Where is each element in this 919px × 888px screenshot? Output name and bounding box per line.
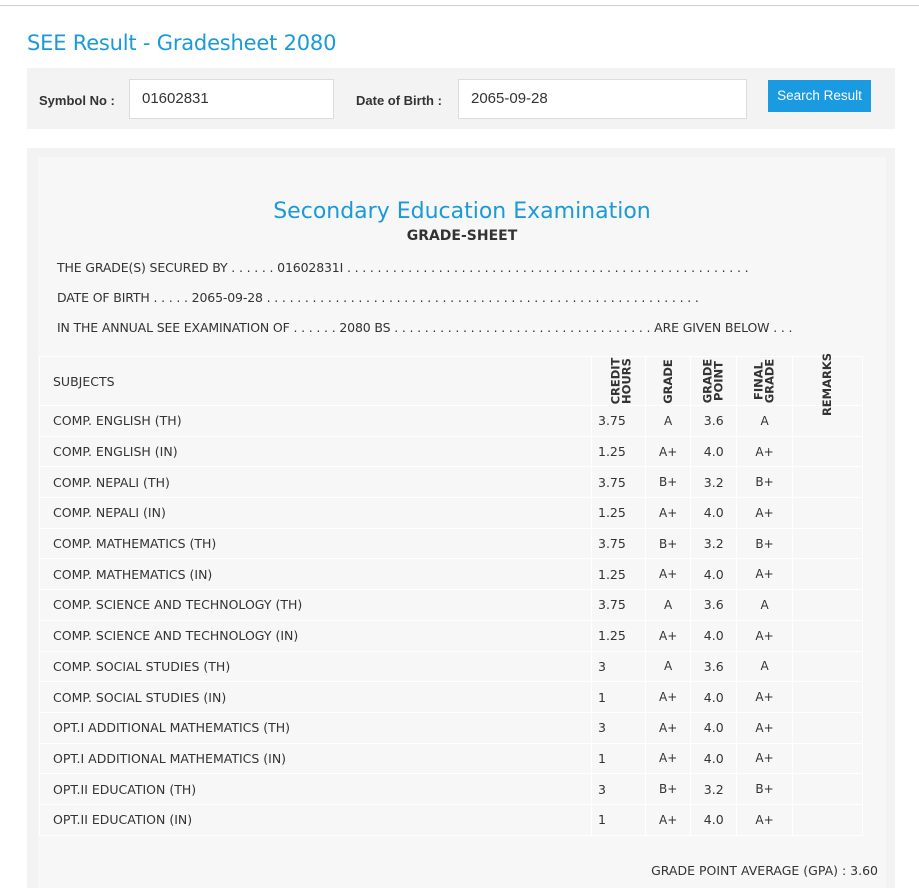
table-row — [40, 436, 863, 467]
table-row — [40, 804, 863, 835]
grade-point-cell: 3.2 — [691, 467, 737, 498]
table-row — [40, 682, 863, 713]
table-row — [40, 774, 863, 805]
credit-hours-cell: 1.25 — [592, 620, 646, 651]
subject-cell: OPT.I ADDITIONAL MATHEMATICS (TH) — [40, 712, 592, 743]
final-grade-cell: B+ — [737, 528, 793, 559]
subject-cell: COMP. NEPALI (TH) — [40, 467, 592, 498]
header-credit-hours — [592, 357, 646, 406]
grade-cell: A+ — [645, 682, 691, 713]
grade-cell: A+ — [645, 804, 691, 835]
final-grade-cell: A+ — [737, 682, 793, 713]
subject-cell: COMP. SCIENCE AND TECHNOLOGY (IN) — [40, 620, 592, 651]
grades-table — [39, 352, 863, 836]
grade-point-cell: 4.0 — [691, 620, 737, 651]
subject-cell: COMP. MATHEMATICS (TH) — [40, 528, 592, 559]
header-grade-point-label — [700, 358, 726, 403]
symbol-label: Symbol No : — [39, 93, 115, 108]
grades-table-body — [40, 406, 863, 836]
grade-sheet — [38, 157, 886, 888]
header-remarks-label: REMARKS — [820, 352, 835, 417]
credit-hours-cell: 3.75 — [592, 467, 646, 498]
grade-point-cell: 4.0 — [691, 743, 737, 774]
final-grade-cell: B+ — [737, 774, 793, 805]
header-grade-point — [691, 357, 737, 406]
table-row — [40, 620, 863, 651]
remarks-cell — [793, 498, 863, 529]
grade-point-cell: 3.2 — [691, 528, 737, 559]
grade-point-cell: 3.6 — [691, 590, 737, 621]
header-subjects — [40, 357, 592, 406]
header-grade — [645, 357, 691, 406]
credit-hours-cell: 3 — [592, 712, 646, 743]
table-row — [40, 498, 863, 529]
final-grade-cell: A+ — [737, 498, 793, 529]
grade-cell: A+ — [645, 436, 691, 467]
grade-cell: A — [645, 651, 691, 682]
table-row — [40, 590, 863, 621]
exam-title: Secondary Education Examination — [273, 199, 651, 224]
final-grade-cell: A+ — [737, 620, 793, 651]
subject-cell: OPT.I ADDITIONAL MATHEMATICS (IN) — [40, 743, 592, 774]
header-credit-line1: CREDIT — [608, 357, 623, 404]
credit-hours-cell: 3.75 — [592, 528, 646, 559]
grade-cell: A+ — [645, 559, 691, 590]
remarks-cell — [793, 651, 863, 682]
final-grade-cell: A — [737, 590, 793, 621]
final-grade-cell: B+ — [737, 467, 793, 498]
grade-point-cell: 4.0 — [691, 436, 737, 467]
credit-hours-cell: 1 — [592, 804, 646, 835]
dob-label: Date of Birth : — [356, 93, 442, 108]
result-panel — [27, 148, 895, 888]
grade-cell: A+ — [645, 620, 691, 651]
grade-point-cell: 4.0 — [691, 804, 737, 835]
grade-cell: B+ — [645, 528, 691, 559]
remarks-cell — [793, 528, 863, 559]
exam-line: IN THE ANNUAL SEE EXAMINATION OF . . . . . . 2080 BS . . . . . . . . . . . . . . . . . . . . . . . . . . . . . . . . . . ARE GIVEN BELOW . . . — [57, 320, 793, 335]
grade-cell: A+ — [645, 498, 691, 529]
grade-point-cell: 3.2 — [691, 774, 737, 805]
header-remarks — [793, 352, 863, 417]
credit-hours-cell: 1 — [592, 682, 646, 713]
gpa-text: GRADE POINT AVERAGE (GPA) : 3.60 — [651, 863, 878, 878]
remarks-cell — [793, 682, 863, 713]
header-credit-line2: HOURS — [619, 357, 634, 404]
table-row — [40, 406, 863, 437]
header-fg-line2: GRADE — [762, 358, 777, 403]
table-row — [40, 743, 863, 774]
credit-hours-cell: 3.75 — [592, 406, 646, 437]
grade-cell: B+ — [645, 467, 691, 498]
header-grade-label: GRADE — [660, 359, 675, 404]
grade-point-cell: 4.0 — [691, 712, 737, 743]
header-subjects-label: SUBJECTS — [53, 373, 115, 389]
subject-cell: COMP. ENGLISH (IN) — [40, 436, 592, 467]
subject-cell: OPT.II EDUCATION (TH) — [40, 774, 592, 805]
remarks-cell — [793, 712, 863, 743]
grade-point-cell: 4.0 — [691, 498, 737, 529]
grade-point-cell: 3.6 — [691, 406, 737, 437]
table-row — [40, 712, 863, 743]
header-fg-line1: FINAL — [751, 361, 766, 400]
secured-by-line: THE GRADE(S) SECURED BY . . . . . . 01602831I . . . . . . . . . . . . . . . . . . . . . . . . . . . . . . . . . . . . . . . . . . . . . . . . . . . . . — [57, 260, 749, 275]
subject-cell: COMP. NEPALI (IN) — [40, 498, 592, 529]
final-grade-cell: A — [737, 651, 793, 682]
symbol-input[interactable]: 01602831 — [129, 79, 334, 119]
table-header-row — [40, 357, 863, 406]
header-gp-line1: GRADE — [700, 358, 715, 403]
subject-cell: COMP. MATHEMATICS (IN) — [40, 559, 592, 590]
search-result-button[interactable]: Search Result — [768, 80, 871, 112]
credit-hours-cell: 1 — [592, 743, 646, 774]
grade-cell: A — [645, 590, 691, 621]
remarks-cell — [793, 467, 863, 498]
final-grade-cell: A+ — [737, 559, 793, 590]
grade-cell: A — [645, 406, 691, 437]
dob-input[interactable]: 2065-09-28 — [458, 79, 747, 119]
credit-hours-cell: 3.75 — [592, 590, 646, 621]
credit-hours-cell: 3 — [592, 651, 646, 682]
page-title: SEE Result - Gradesheet 2080 — [27, 31, 337, 55]
search-form — [27, 68, 895, 129]
grade-cell: A+ — [645, 743, 691, 774]
dob-line: DATE OF BIRTH . . . . . 2065-09-28 . . . . . . . . . . . . . . . . . . . . . . . . . . . . . . . . . . . . . . . . . . . . . . . . . . . . . . . . . — [57, 290, 699, 305]
credit-hours-cell: 1.25 — [592, 498, 646, 529]
final-grade-cell: A+ — [737, 743, 793, 774]
credit-hours-cell: 1.25 — [592, 436, 646, 467]
remarks-cell — [793, 436, 863, 467]
table-row — [40, 528, 863, 559]
grade-cell: B+ — [645, 774, 691, 805]
subject-cell: OPT.II EDUCATION (IN) — [40, 804, 592, 835]
top-divider — [0, 5, 919, 6]
header-credit-hours-label — [610, 357, 632, 404]
table-row — [40, 651, 863, 682]
header-final-grade — [737, 357, 793, 406]
final-grade-cell: A+ — [737, 712, 793, 743]
grade-cell: A+ — [645, 712, 691, 743]
grade-point-cell: 3.6 — [691, 651, 737, 682]
remarks-cell — [793, 559, 863, 590]
remarks-cell — [793, 774, 863, 805]
final-grade-cell: A — [737, 406, 793, 437]
table-row — [40, 467, 863, 498]
header-gp-line2: POINT — [711, 360, 726, 401]
subject-cell: COMP. SOCIAL STUDIES (IN) — [40, 682, 592, 713]
remarks-cell — [793, 590, 863, 621]
grade-point-cell: 4.0 — [691, 682, 737, 713]
gradesheet-title: GRADE-SHEET — [406, 228, 518, 244]
header-final-grade-label — [751, 358, 777, 403]
subject-cell: COMP. SCIENCE AND TECHNOLOGY (TH) — [40, 590, 592, 621]
final-grade-cell: A+ — [737, 804, 793, 835]
remarks-cell — [793, 804, 863, 835]
grade-point-cell: 4.0 — [691, 559, 737, 590]
table-row — [40, 559, 863, 590]
subject-cell: COMP. SOCIAL STUDIES (TH) — [40, 651, 592, 682]
remarks-cell — [793, 743, 863, 774]
final-grade-cell: A+ — [737, 436, 793, 467]
credit-hours-cell: 1.25 — [592, 559, 646, 590]
remarks-cell — [793, 620, 863, 651]
credit-hours-cell: 3 — [592, 774, 646, 805]
subject-cell: COMP. ENGLISH (TH) — [40, 406, 592, 437]
